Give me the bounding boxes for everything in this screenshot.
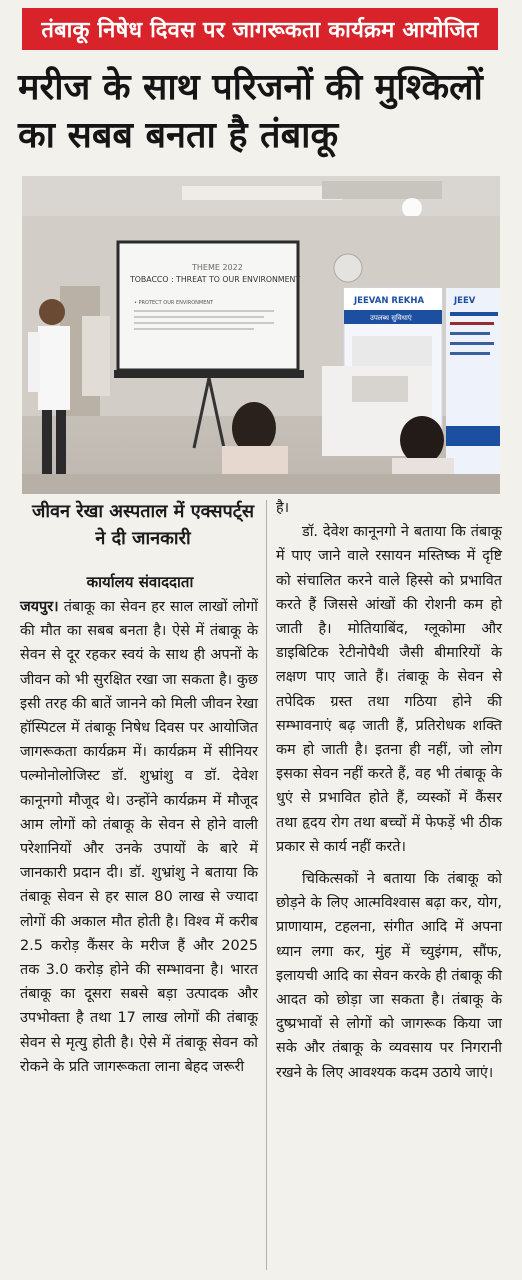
paragraph-2: डॉ. देवेश कानूनगो ने बताया कि तंबाकू में पाए जाने वाले रसायन मस्तिष्क में दृष्टि को संचालित करने वाले हिस्से को प्रभावित करते हैं जिससे आंखों की रोशनी कम हो जाती है। मोतियाबिंद, ग्लूकोमा और डाइबिटिक रेटीनोपैथी जैसी बीमारियों के लक्षण पाए जाते हैं। तंबाकू के सेवन से तपेदिक ग्रस्त तथा गठिया होने की सम्भावनाएं बढ़ जाती हैं, प्रतिरोधक शक्ति कम हो जाती है। इतना ही नहीं, जो लोग इसका सेवन नहीं करते हैं, वह भी तंबाकू के धुएं से प्रभावित होते हैं, व्यस्कों में कैंसर तथा हृदय रोग तथा बच्चों में फेफड़ें भी ठीक प्रकार से कार्य नहीं करते।	[276, 524, 502, 855]
paragraph-1-text: तंबाकू का सेवन हर साल लाखों लोगों की मौत का सबब बनता है। ऐसे में तंबाकू के सेवन से दूर रहकर स्वयं के साथ ही अपनों के जीवन को भी सुरक्षित रखा जा सकता है। कुछ इसी तरह की बातें जानने को मिली जीवन रेखा हॉस्पिटल में तंबाकू निषेध दिवस पर आयोजित जागरूकता कार्यक्रम में। कार्यक्रम में सीनियर पल्मोनोलोजिस्ट डॉ. शुभ्रांशु व डॉ. देवेश कानूनगो मौजूद थे। उन्होंने कार्यक्रम में मौजूद आम लोगों को तंबाकू के सेवन से होने वाली परेशानियों और उनके उपायों के बारे में जानकारी प्रदान दी। डॉ. शुभ्रांशु ने बताया कि तंबाकू सेवन से हर साल 80 लाख से ज्यादा लोगों की अकाल मौत होती है। विश्व में करीब 2.5 करोड़ कैंसर के मरीज हैं और 2025 तक 3.0 करोड़ होने की सम्भावना है। भारत तंबाकू का दूसरा सबसे बड़ा उत्पादक और उपभोक्ता है तथा 17 लाख लोगों की तंबाकू सेवन से मृत्यु होती है। ऐसे में तंबाकू सेवन को रोकने के प्रति जागरूकता लाना बेहद जरूरी	[20, 599, 258, 1075]
screen-theme: THEME 2022	[192, 263, 243, 272]
kicker-banner	[22, 8, 498, 50]
banner2-title: JEEV	[454, 296, 476, 306]
event-photo	[22, 176, 500, 494]
article-column-1	[20, 595, 258, 1079]
column-divider	[266, 500, 267, 1270]
byline: कार्यालय संवाददाता	[86, 573, 194, 591]
banner-subtitle: उपलब्ध सुविधाएं	[370, 314, 412, 322]
dateline: जयपुर।	[20, 599, 59, 615]
kicker-text: तंबाकू निषेध दिवस पर जागरूकता कार्यक्रम आयोजित	[41, 18, 479, 43]
paragraph-1	[20, 595, 258, 1079]
photo-illustration	[22, 176, 500, 494]
banner-title: JEEVAN REKHA	[354, 296, 425, 306]
paragraph-3: चिकित्सकों ने बताया कि तंबाकू को छोड़ने के लिए आत्मविश्वास बढ़ा कर, योग, प्राणायाम, टहलना, संगीत आदि में अपना ध्यान लगा कर, मुंह में च्युइंगम, सौंफ, इलायची आदि का सेवन करके ही तंबाकू की आदत को छोड़ा जा सकता है। तंबाकू के दुष्प्रभावों से लोगों को जागरूक किया जा सके और तंबाकू के व्यवसाय पर निगरानी रखने के लिए आवश्यक कदम उठाये जाएं।	[276, 871, 502, 1081]
continuation-text: है।	[276, 500, 290, 516]
article-column-2	[276, 496, 502, 1085]
screen-point: • PROTECT OUR ENVIRONMENT	[134, 300, 214, 306]
headline: मरीज के साथ परिजनों की मुश्किलों का सबब बनता है तंबाकू	[18, 67, 483, 156]
subheadline: जीवन रेखा अस्पताल में एक्सपर्ट्स ने दी जानकारी	[32, 501, 254, 549]
screen-title: TOBACCO : THREAT TO OUR ENVIRONMENT	[130, 275, 301, 284]
